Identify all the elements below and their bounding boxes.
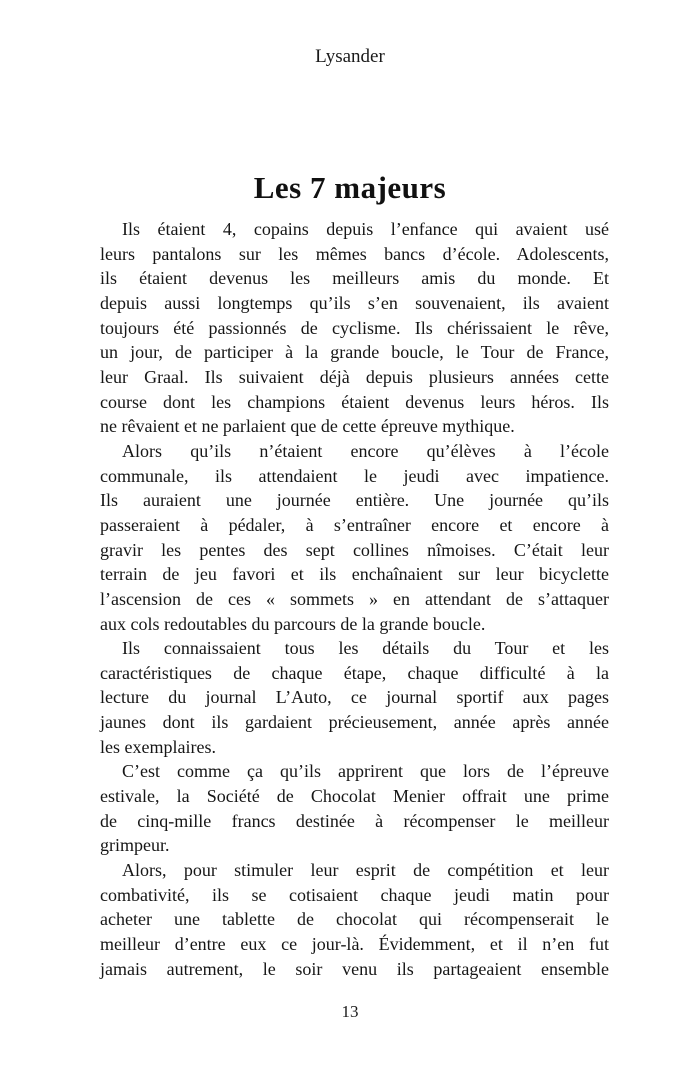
- text-line: Ils étaient 4, copains depuis l’enfance qui avaient usé: [122, 219, 609, 239]
- text-line: aux cols redoutables du parcours de la grande boucle.: [100, 613, 486, 634]
- text-line: l’ascension de ces « sommets » en attendant de s’attaquer: [100, 588, 609, 609]
- text-line: depuis aussi longtemps qu’ils s’en souvenaient, ils avaient: [100, 292, 609, 313]
- text-line: grimpeur.: [100, 835, 170, 856]
- text-line: Alors, pour stimuler leur esprit de compétition et leur: [122, 860, 609, 881]
- text-line: lecture du journal L’Auto, ce journal sportif aux pages: [100, 687, 609, 708]
- paragraph: [100, 858, 609, 981]
- text-line: leur Graal. Ils suivaient déjà depuis plusieurs années cette: [100, 366, 609, 387]
- paragraph: [100, 217, 609, 439]
- text-line: les exemplaires.: [100, 736, 216, 757]
- text-line: de cinq-mille francs destinée à récompenser le meilleur: [100, 810, 609, 831]
- text-line: caractéristiques de chaque étape, chaque difficulté à la: [100, 662, 609, 683]
- text-line: Ils auraient une journée entière. Une journée qu’ils: [100, 490, 609, 511]
- running-header: Lysander: [315, 46, 385, 67]
- paragraph: [100, 759, 609, 858]
- text-line: combativité, ils se cotisaient chaque jeudi matin pour: [100, 884, 609, 905]
- text-line: estivale, la Société de Chocolat Menier offrait une prime: [100, 786, 609, 807]
- text-line: un jour, de participer à la grande boucle, le Tour de France,: [100, 342, 609, 363]
- paragraph: [100, 439, 609, 636]
- paragraph: [100, 636, 609, 759]
- text-line: communale, ils attendaient le jeudi avec impatience.: [100, 465, 609, 486]
- text-line: Ils connaissaient tous les détails du Tour et les: [122, 638, 609, 659]
- text-line: C’est comme ça qu’ils apprirent que lors de l’épreuve: [122, 761, 609, 782]
- text-line: gravir les pentes des sept collines nîmoises. C’était leur: [100, 539, 609, 560]
- text-line: toujours été passionnés de cyclisme. Ils chérissaient le rêve,: [100, 317, 609, 338]
- body-text: [100, 217, 609, 981]
- text-line: meilleur d’entre eux ce jour-là. Évidemment, et il n’en fut: [100, 934, 609, 955]
- text-line: course dont les champions étaient devenus leurs héros. Ils: [100, 391, 609, 412]
- text-line: jamais autrement, le soir venu ils partageaient ensemble: [100, 958, 609, 979]
- text-line: jaunes dont ils gardaient précieusement, année après année: [100, 712, 609, 733]
- text-line: Alors qu’ils n’étaient encore qu’élèves à l’école: [122, 440, 609, 461]
- text-line: ne rêvaient et ne parlaient que de cette épreuve mythique.: [100, 416, 515, 437]
- text-line: acheter une tablette de chocolat qui récompenserait le: [100, 909, 609, 930]
- text-line: terrain de jeu favori et ils enchaînaient sur leur bicyclette: [100, 564, 609, 585]
- chapter-title: Les 7 majeurs: [253, 169, 447, 205]
- page-number: 13: [341, 1002, 359, 1021]
- text-line: leurs pantalons sur les mêmes bancs d’école. Adolescents,: [100, 243, 609, 264]
- text-line: ils étaient devenus les meilleurs amis du monde. Et: [100, 268, 609, 289]
- text-line: passeraient à pédaler, à s’entraîner encore et encore à: [100, 514, 609, 535]
